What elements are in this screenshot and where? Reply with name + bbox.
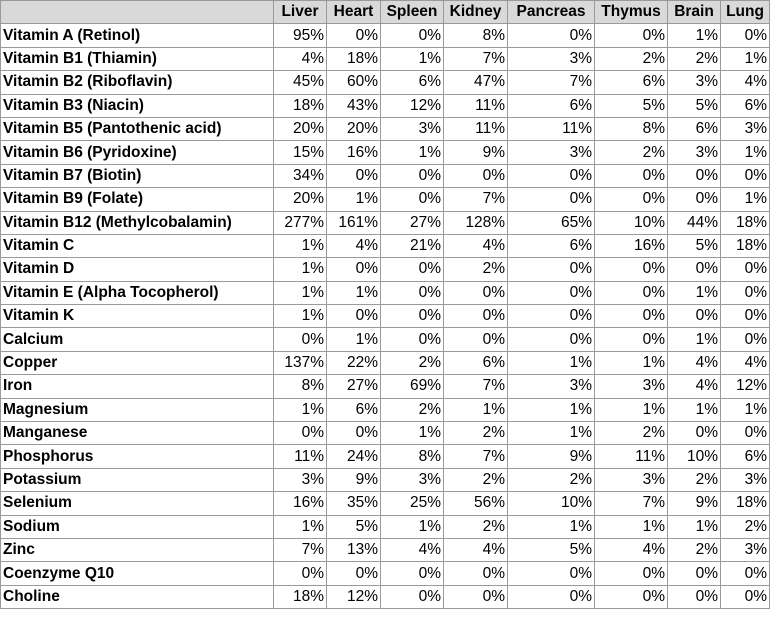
- table-cell: 3%: [595, 375, 668, 398]
- row-label: Selenium: [1, 492, 274, 515]
- table-cell: 2%: [668, 468, 721, 491]
- table-cell: 3%: [508, 141, 595, 164]
- table-cell: 0%: [721, 585, 770, 608]
- table-cell: 6%: [508, 94, 595, 117]
- table-cell: 6%: [721, 94, 770, 117]
- table-cell: 7%: [444, 47, 508, 70]
- table-cell: 0%: [508, 305, 595, 328]
- table-cell: 1%: [274, 234, 327, 257]
- table-cell: 11%: [274, 445, 327, 468]
- header-row: [1, 1, 770, 24]
- table-row: [1, 515, 770, 538]
- row-label: Magnesium: [1, 398, 274, 421]
- table-cell: 9%: [327, 468, 381, 491]
- table-cell: 0%: [595, 305, 668, 328]
- table-cell: 12%: [327, 585, 381, 608]
- table-cell: 1%: [668, 515, 721, 538]
- table-cell: 4%: [274, 47, 327, 70]
- table-cell: 11%: [508, 117, 595, 140]
- table-cell: 0%: [381, 24, 444, 47]
- table-cell: 7%: [444, 375, 508, 398]
- table-cell: 10%: [668, 445, 721, 468]
- table-cell: 1%: [721, 188, 770, 211]
- column-header-thymus: Thymus: [595, 1, 668, 24]
- row-label: Vitamin B3 (Niacin): [1, 94, 274, 117]
- table-cell: 0%: [595, 258, 668, 281]
- table-row: [1, 398, 770, 421]
- table-row: [1, 258, 770, 281]
- table-cell: 0%: [668, 305, 721, 328]
- table-cell: 6%: [508, 234, 595, 257]
- column-header-liver: Liver: [274, 1, 327, 24]
- column-header-pancreas: Pancreas: [508, 1, 595, 24]
- table-cell: 18%: [274, 585, 327, 608]
- table-cell: 65%: [508, 211, 595, 234]
- table-cell: 13%: [327, 538, 381, 561]
- table-row: [1, 422, 770, 445]
- table-cell: 69%: [381, 375, 444, 398]
- table-row: [1, 211, 770, 234]
- column-header-heart: Heart: [327, 1, 381, 24]
- row-label: Choline: [1, 585, 274, 608]
- table-cell: 2%: [595, 141, 668, 164]
- table-cell: 4%: [595, 538, 668, 561]
- table-cell: 6%: [595, 71, 668, 94]
- table-cell: 4%: [721, 71, 770, 94]
- table-cell: 2%: [668, 538, 721, 561]
- table-cell: 1%: [508, 351, 595, 374]
- table-row: [1, 281, 770, 304]
- table-cell: 1%: [274, 281, 327, 304]
- table-cell: 43%: [327, 94, 381, 117]
- table-cell: 0%: [381, 188, 444, 211]
- table-cell: 0%: [668, 422, 721, 445]
- table-row: [1, 585, 770, 608]
- table-cell: 0%: [327, 422, 381, 445]
- table-cell: 0%: [327, 258, 381, 281]
- table-cell: 1%: [508, 398, 595, 421]
- row-label: Vitamin A (Retinol): [1, 24, 274, 47]
- table-row: [1, 117, 770, 140]
- table-cell: 1%: [668, 328, 721, 351]
- table-cell: 0%: [721, 164, 770, 187]
- table-cell: 1%: [274, 258, 327, 281]
- row-label: Vitamin B6 (Pyridoxine): [1, 141, 274, 164]
- table-cell: 4%: [444, 538, 508, 561]
- table-cell: 0%: [721, 562, 770, 585]
- table-cell: 0%: [444, 328, 508, 351]
- table-cell: 0%: [721, 24, 770, 47]
- table-cell: 4%: [668, 351, 721, 374]
- table-cell: 7%: [444, 188, 508, 211]
- table-cell: 0%: [508, 585, 595, 608]
- table-cell: 45%: [274, 71, 327, 94]
- table-cell: 1%: [327, 328, 381, 351]
- table-cell: 6%: [327, 398, 381, 421]
- table-cell: 1%: [508, 515, 595, 538]
- table-cell: 2%: [595, 422, 668, 445]
- table-cell: 11%: [444, 94, 508, 117]
- table-cell: 0%: [381, 328, 444, 351]
- table-cell: 3%: [381, 117, 444, 140]
- table-cell: 0%: [595, 328, 668, 351]
- table-cell: 0%: [508, 328, 595, 351]
- row-label: Vitamin B2 (Riboflavin): [1, 71, 274, 94]
- table-row: [1, 492, 770, 515]
- table-cell: 11%: [444, 117, 508, 140]
- table-cell: 3%: [274, 468, 327, 491]
- table-cell: 7%: [274, 538, 327, 561]
- table-cell: 2%: [508, 468, 595, 491]
- table-cell: 0%: [381, 562, 444, 585]
- row-label: Vitamin D: [1, 258, 274, 281]
- table-cell: 3%: [721, 117, 770, 140]
- table-cell: 35%: [327, 492, 381, 515]
- table-cell: 3%: [508, 47, 595, 70]
- table-cell: 0%: [381, 585, 444, 608]
- table-cell: 6%: [668, 117, 721, 140]
- table-body: [1, 24, 770, 609]
- table-cell: 0%: [327, 305, 381, 328]
- table-cell: 0%: [444, 281, 508, 304]
- table-cell: 11%: [595, 445, 668, 468]
- table-row: [1, 305, 770, 328]
- table-row: [1, 94, 770, 117]
- table-row: [1, 141, 770, 164]
- table-cell: 0%: [381, 258, 444, 281]
- table-cell: 0%: [508, 281, 595, 304]
- table-cell: 0%: [721, 281, 770, 304]
- table-cell: 18%: [274, 94, 327, 117]
- table-cell: 1%: [595, 515, 668, 538]
- table-cell: 277%: [274, 211, 327, 234]
- table-cell: 3%: [595, 468, 668, 491]
- table-cell: 10%: [595, 211, 668, 234]
- table-cell: 8%: [595, 117, 668, 140]
- table-cell: 95%: [274, 24, 327, 47]
- table-cell: 0%: [274, 328, 327, 351]
- table-cell: 8%: [381, 445, 444, 468]
- table-cell: 0%: [595, 164, 668, 187]
- table-cell: 4%: [668, 375, 721, 398]
- table-cell: 1%: [381, 515, 444, 538]
- table-cell: 27%: [327, 375, 381, 398]
- table-cell: 1%: [274, 398, 327, 421]
- row-label: Coenzyme Q10: [1, 562, 274, 585]
- table-cell: 1%: [595, 398, 668, 421]
- table-row: [1, 562, 770, 585]
- table-cell: 0%: [508, 24, 595, 47]
- table-cell: 1%: [668, 281, 721, 304]
- table-row: [1, 47, 770, 70]
- corner-header-cell: [1, 1, 274, 24]
- table-cell: 16%: [327, 141, 381, 164]
- table-cell: 1%: [381, 47, 444, 70]
- table-cell: 0%: [721, 328, 770, 351]
- table-cell: 3%: [508, 375, 595, 398]
- table-cell: 1%: [721, 398, 770, 421]
- row-label: Vitamin B7 (Biotin): [1, 164, 274, 187]
- row-label: Manganese: [1, 422, 274, 445]
- table-cell: 47%: [444, 71, 508, 94]
- column-header-kidney: Kidney: [444, 1, 508, 24]
- table-cell: 1%: [668, 24, 721, 47]
- table-cell: 0%: [444, 305, 508, 328]
- row-label: Copper: [1, 351, 274, 374]
- table-cell: 56%: [444, 492, 508, 515]
- table-cell: 5%: [668, 234, 721, 257]
- table-row: [1, 328, 770, 351]
- table-cell: 0%: [508, 188, 595, 211]
- table-cell: 0%: [595, 562, 668, 585]
- table-cell: 44%: [668, 211, 721, 234]
- table-cell: 0%: [508, 562, 595, 585]
- row-label: Vitamin C: [1, 234, 274, 257]
- table-cell: 1%: [327, 281, 381, 304]
- table-cell: 15%: [274, 141, 327, 164]
- table-cell: 1%: [274, 305, 327, 328]
- table-cell: 0%: [381, 164, 444, 187]
- table-cell: 18%: [721, 211, 770, 234]
- table-cell: 2%: [721, 515, 770, 538]
- table-cell: 60%: [327, 71, 381, 94]
- table-cell: 1%: [668, 398, 721, 421]
- row-label: Zinc: [1, 538, 274, 561]
- column-header-lung: Lung: [721, 1, 770, 24]
- table-cell: 20%: [274, 117, 327, 140]
- table-cell: 34%: [274, 164, 327, 187]
- table-cell: 16%: [595, 234, 668, 257]
- table-cell: 2%: [668, 47, 721, 70]
- table-cell: 0%: [381, 281, 444, 304]
- table-cell: 3%: [668, 71, 721, 94]
- table-cell: 5%: [595, 94, 668, 117]
- table-cell: 0%: [274, 422, 327, 445]
- row-label: Vitamin B5 (Pantothenic acid): [1, 117, 274, 140]
- table-cell: 1%: [274, 515, 327, 538]
- table-cell: 20%: [327, 117, 381, 140]
- table-cell: 3%: [721, 538, 770, 561]
- table-row: [1, 445, 770, 468]
- table-cell: 9%: [668, 492, 721, 515]
- table-cell: 27%: [381, 211, 444, 234]
- table-cell: 0%: [668, 188, 721, 211]
- table-cell: 0%: [668, 585, 721, 608]
- row-label: Sodium: [1, 515, 274, 538]
- table-cell: 4%: [721, 351, 770, 374]
- table-cell: 16%: [274, 492, 327, 515]
- table-cell: 137%: [274, 351, 327, 374]
- table-cell: 0%: [721, 258, 770, 281]
- row-label: Iron: [1, 375, 274, 398]
- table-row: [1, 234, 770, 257]
- table-cell: 0%: [327, 24, 381, 47]
- table-cell: 2%: [381, 398, 444, 421]
- table-cell: 2%: [595, 47, 668, 70]
- table-cell: 6%: [444, 351, 508, 374]
- table-cell: 0%: [721, 305, 770, 328]
- table-cell: 21%: [381, 234, 444, 257]
- table-cell: 0%: [327, 562, 381, 585]
- table-cell: 0%: [444, 585, 508, 608]
- table-cell: 3%: [721, 468, 770, 491]
- table-cell: 0%: [381, 305, 444, 328]
- table-cell: 1%: [381, 141, 444, 164]
- table-cell: 4%: [381, 538, 444, 561]
- column-header-brain: Brain: [668, 1, 721, 24]
- table-cell: 2%: [444, 422, 508, 445]
- row-label: Vitamin B1 (Thiamin): [1, 47, 274, 70]
- row-label: Vitamin B12 (Methylcobalamin): [1, 211, 274, 234]
- table-row: [1, 375, 770, 398]
- table-cell: 0%: [508, 164, 595, 187]
- table-row: [1, 351, 770, 374]
- table-cell: 1%: [721, 141, 770, 164]
- table-cell: 2%: [381, 351, 444, 374]
- row-label: Vitamin K: [1, 305, 274, 328]
- table-cell: 20%: [274, 188, 327, 211]
- table-cell: 8%: [444, 24, 508, 47]
- table-cell: 0%: [327, 164, 381, 187]
- table-cell: 12%: [721, 375, 770, 398]
- table-cell: 9%: [444, 141, 508, 164]
- table-cell: 10%: [508, 492, 595, 515]
- table-cell: 0%: [595, 188, 668, 211]
- table-row: [1, 188, 770, 211]
- table-cell: 22%: [327, 351, 381, 374]
- table-cell: 12%: [381, 94, 444, 117]
- table-cell: 3%: [668, 141, 721, 164]
- table-cell: 2%: [444, 258, 508, 281]
- table-cell: 9%: [508, 445, 595, 468]
- table-cell: 0%: [668, 562, 721, 585]
- table-cell: 7%: [595, 492, 668, 515]
- table-cell: 2%: [444, 515, 508, 538]
- table-cell: 0%: [444, 562, 508, 585]
- table-cell: 1%: [595, 351, 668, 374]
- row-label: Vitamin E (Alpha Tocopherol): [1, 281, 274, 304]
- row-label: Calcium: [1, 328, 274, 351]
- table-cell: 5%: [508, 538, 595, 561]
- table-cell: 161%: [327, 211, 381, 234]
- table-row: [1, 468, 770, 491]
- row-label: Phosphorus: [1, 445, 274, 468]
- table-cell: 18%: [721, 492, 770, 515]
- table-cell: 6%: [721, 445, 770, 468]
- table-cell: 1%: [508, 422, 595, 445]
- table-cell: 8%: [274, 375, 327, 398]
- table-cell: 18%: [327, 47, 381, 70]
- table-cell: 0%: [668, 258, 721, 281]
- table-cell: 5%: [668, 94, 721, 117]
- table-cell: 2%: [444, 468, 508, 491]
- table-cell: 0%: [595, 24, 668, 47]
- table-cell: 0%: [595, 281, 668, 304]
- table-row: [1, 164, 770, 187]
- table-cell: 4%: [444, 234, 508, 257]
- row-label: Vitamin B9 (Folate): [1, 188, 274, 211]
- table-cell: 7%: [508, 71, 595, 94]
- table-cell: 3%: [381, 468, 444, 491]
- table-cell: 0%: [274, 562, 327, 585]
- table-cell: 1%: [721, 47, 770, 70]
- column-header-spleen: Spleen: [381, 1, 444, 24]
- table-cell: 1%: [327, 188, 381, 211]
- table-cell: 0%: [444, 164, 508, 187]
- table-cell: 0%: [508, 258, 595, 281]
- table-cell: 0%: [668, 164, 721, 187]
- table-cell: 7%: [444, 445, 508, 468]
- table-cell: 1%: [381, 422, 444, 445]
- table-cell: 0%: [721, 422, 770, 445]
- table-row: [1, 71, 770, 94]
- table-cell: 24%: [327, 445, 381, 468]
- row-label: Potassium: [1, 468, 274, 491]
- table-cell: 1%: [444, 398, 508, 421]
- table-cell: 128%: [444, 211, 508, 234]
- table-cell: 0%: [595, 585, 668, 608]
- table-row: [1, 538, 770, 561]
- table-cell: 18%: [721, 234, 770, 257]
- table-cell: 25%: [381, 492, 444, 515]
- table-cell: 6%: [381, 71, 444, 94]
- table-cell: 5%: [327, 515, 381, 538]
- table-cell: 4%: [327, 234, 381, 257]
- table-row: [1, 24, 770, 47]
